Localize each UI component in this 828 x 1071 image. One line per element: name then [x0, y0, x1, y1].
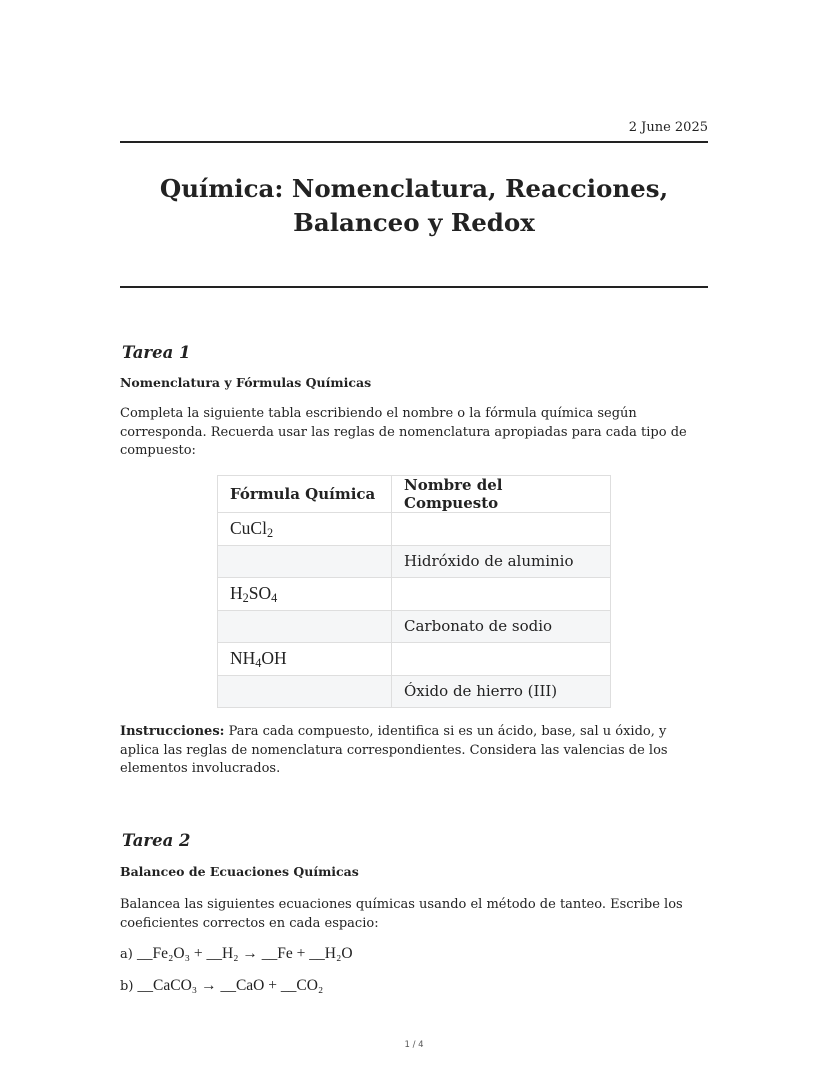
formula-cell	[218, 578, 392, 611]
page-indicator: 1 / 4	[404, 1040, 424, 1050]
table-row	[218, 610, 611, 643]
name-cell	[392, 578, 611, 611]
name-cell: Hidróxido de aluminio	[392, 545, 611, 578]
equation-text: __CaCO₃ → __CaO + __CO₂	[137, 977, 324, 994]
name-cell: Carbonato de sodio	[392, 610, 611, 643]
formula-subscript: 2	[242, 591, 249, 606]
table-row	[218, 675, 611, 708]
document-title	[120, 172, 708, 240]
table-row	[218, 578, 611, 611]
equation-a	[120, 945, 353, 963]
name-cell	[392, 643, 611, 676]
formula-subscript: 4	[271, 591, 278, 606]
table-header-row	[218, 476, 611, 513]
nomenclature-table	[217, 475, 611, 708]
formula-text: NH	[230, 648, 256, 669]
formula-subscript: 2	[266, 526, 274, 541]
equation-text: __Fe₂O₃ + __H₂ → __Fe + __H₂O	[136, 945, 353, 962]
equation-b	[120, 977, 323, 995]
equation-label: b)	[120, 979, 134, 994]
tarea-2-heading: Tarea 2	[122, 831, 191, 850]
equation-label: a)	[120, 947, 133, 962]
tarea-1-heading: Tarea 1	[122, 343, 191, 362]
formula-cell	[218, 513, 392, 546]
tarea-2-intro: Balancea las siguientes ecuaciones químicas usando el método de tanteo. Escribe los coeficientes correctos en cada espacio:	[120, 897, 683, 931]
tarea-2-subtitle: Balanceo de Ecuaciones Químicas	[120, 864, 359, 879]
formula-cell	[218, 610, 392, 643]
title-rule	[120, 286, 708, 288]
formula-text: CuCl	[230, 518, 267, 539]
header-rule	[120, 141, 708, 143]
table-row	[218, 513, 611, 546]
instructions-label: Instrucciones:	[120, 724, 225, 739]
column-header-name: Nombre del Compuesto	[392, 476, 611, 513]
table-row	[218, 545, 611, 578]
document-date: 2 June 2025	[628, 120, 708, 135]
tarea-1-subtitle: Nomenclatura y Fórmulas Químicas	[120, 375, 372, 390]
formula-text: OH	[261, 648, 287, 669]
name-cell: Óxido de hierro (III)	[392, 675, 611, 708]
instructions-text: Para cada compuesto, identifica si es un ácido, base, sal u óxido, y aplica las reglas de nomenclatura correspondientes. Considera las valencias de los elementos involucrados.	[120, 724, 668, 776]
table-row	[218, 643, 611, 676]
formula-text: SO	[248, 583, 272, 604]
tarea-1-instructions	[120, 723, 708, 779]
formula-cell	[218, 545, 392, 578]
formula-subscript: 4	[255, 656, 262, 671]
formula-text: H	[230, 583, 243, 604]
document-title-text: Química: Nomenclatura, Reacciones, Balanceo y Redox	[159, 174, 669, 237]
column-header-formula: Fórmula Química	[218, 476, 392, 513]
formula-cell	[218, 643, 392, 676]
name-cell	[392, 513, 611, 546]
tarea-1-intro: Completa la siguiente tabla escribiendo el nombre o la fórmula química según corresponda. Recuerda usar las reglas de nomenclatura apropiadas para cada tipo de compuesto:	[120, 406, 687, 458]
formula-cell	[218, 675, 392, 708]
